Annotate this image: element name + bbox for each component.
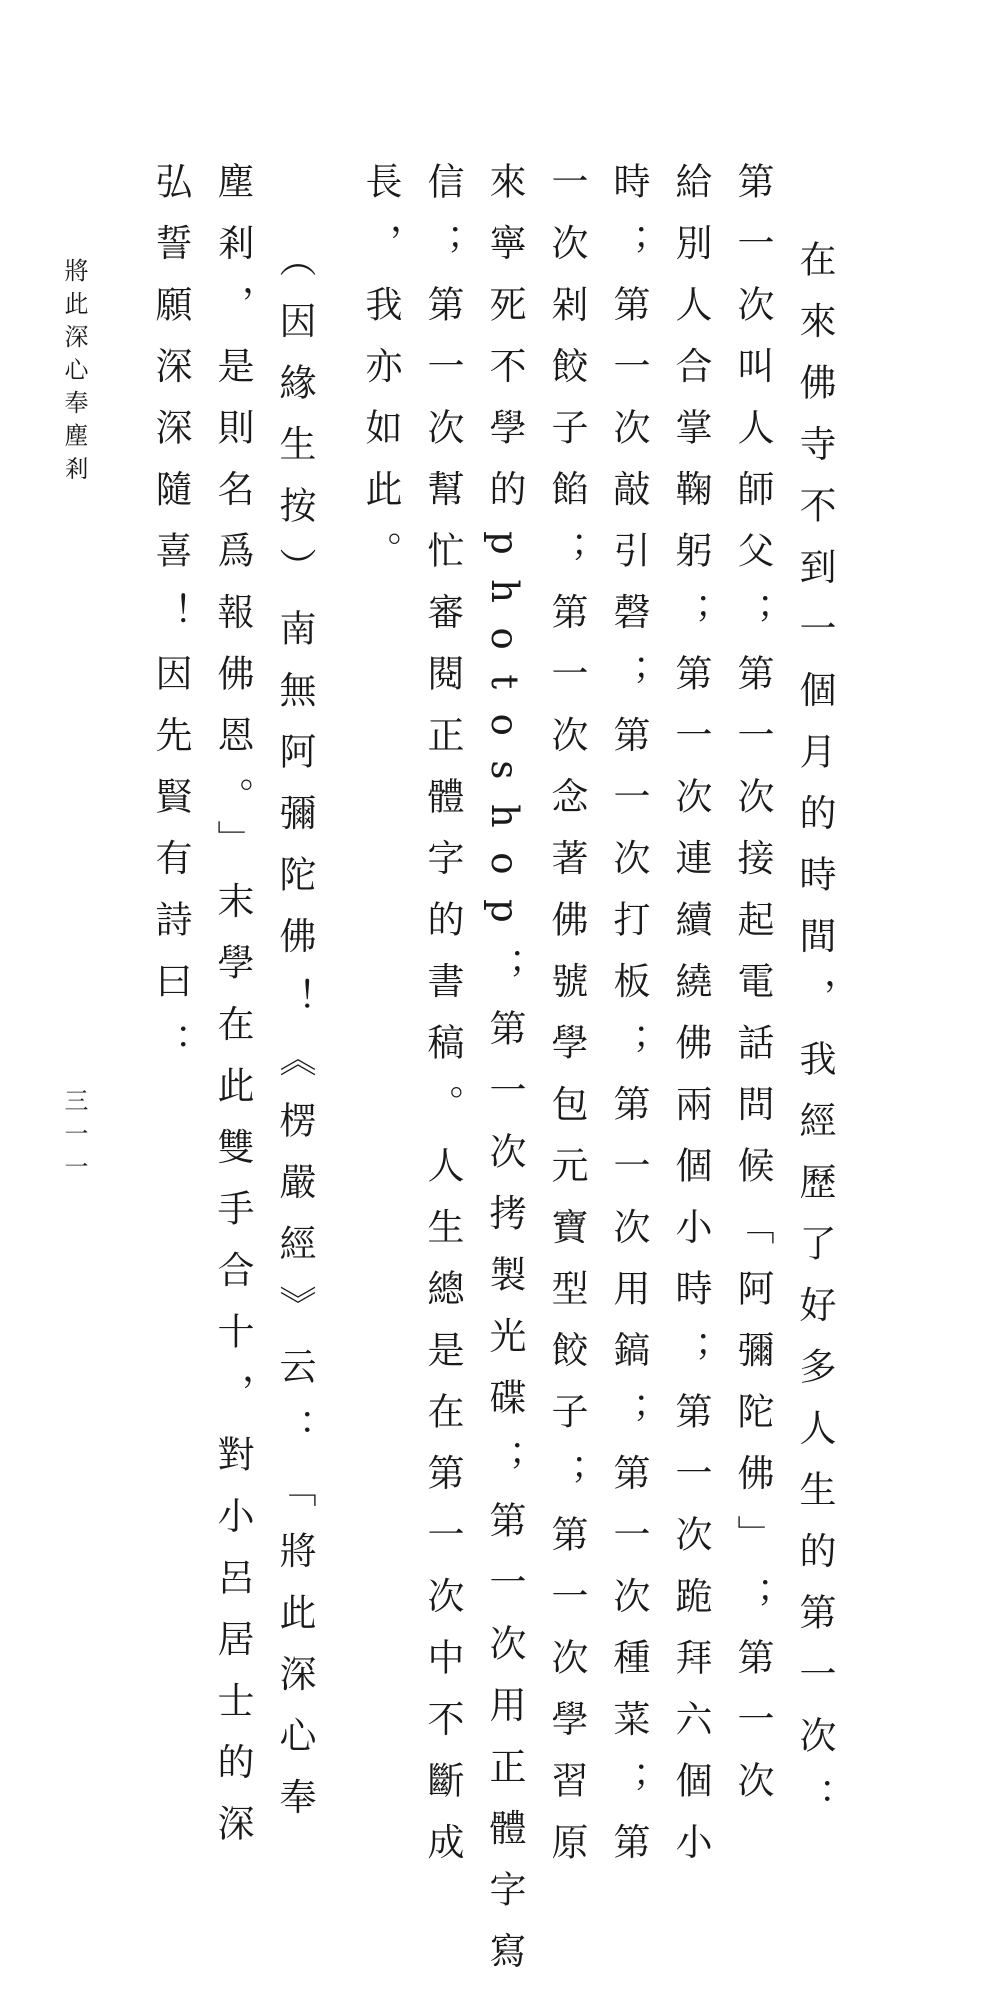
- page-number: 三一一: [60, 1088, 88, 1187]
- text-column-1: 在來佛寺不到一個月的時間，我經歷了好多人生的第一次：: [793, 240, 836, 1839]
- text-column-4: 時；第一次敲引磬；第一次打板；第一次用鎬；第一次種菜；第: [607, 162, 650, 1884]
- text-column-11: 弘誓願深深隨喜！因先賢有詩曰：: [149, 162, 192, 1085]
- text-column-9: （因緣生按）南無阿彌陀佛！《楞嚴經》云：「將此深心奉: [273, 240, 316, 1839]
- text-column-6: 來寧死不學的photoshop；第一次拷製光碟；第一次用正體字寫: [483, 162, 526, 1993]
- text-column-7: 信；第一次幫忙審閱正體字的書稿。人生總是在第一次中不斷成: [421, 162, 464, 1884]
- text-column-2: 第一次叫人師父；第一次接起電話問候「阿彌陀佛」；第一次: [731, 162, 774, 1823]
- text-column-5: 一次剁餃子餡；第一次念著佛號學包元寶型餃子；第一次學習原: [545, 162, 588, 1884]
- text-column-3: 給別人合掌鞠躬；第一次連續繞佛兩個小時；第一次跪拜六個小: [669, 162, 712, 1884]
- text-column-8: 長，我亦如此。: [359, 162, 402, 593]
- text-column-10: 塵剎，是則名爲報佛恩。」末學在此雙手合十，對小呂居士的深: [211, 162, 254, 1866]
- running-head: 將此深心奉塵剎: [60, 258, 88, 489]
